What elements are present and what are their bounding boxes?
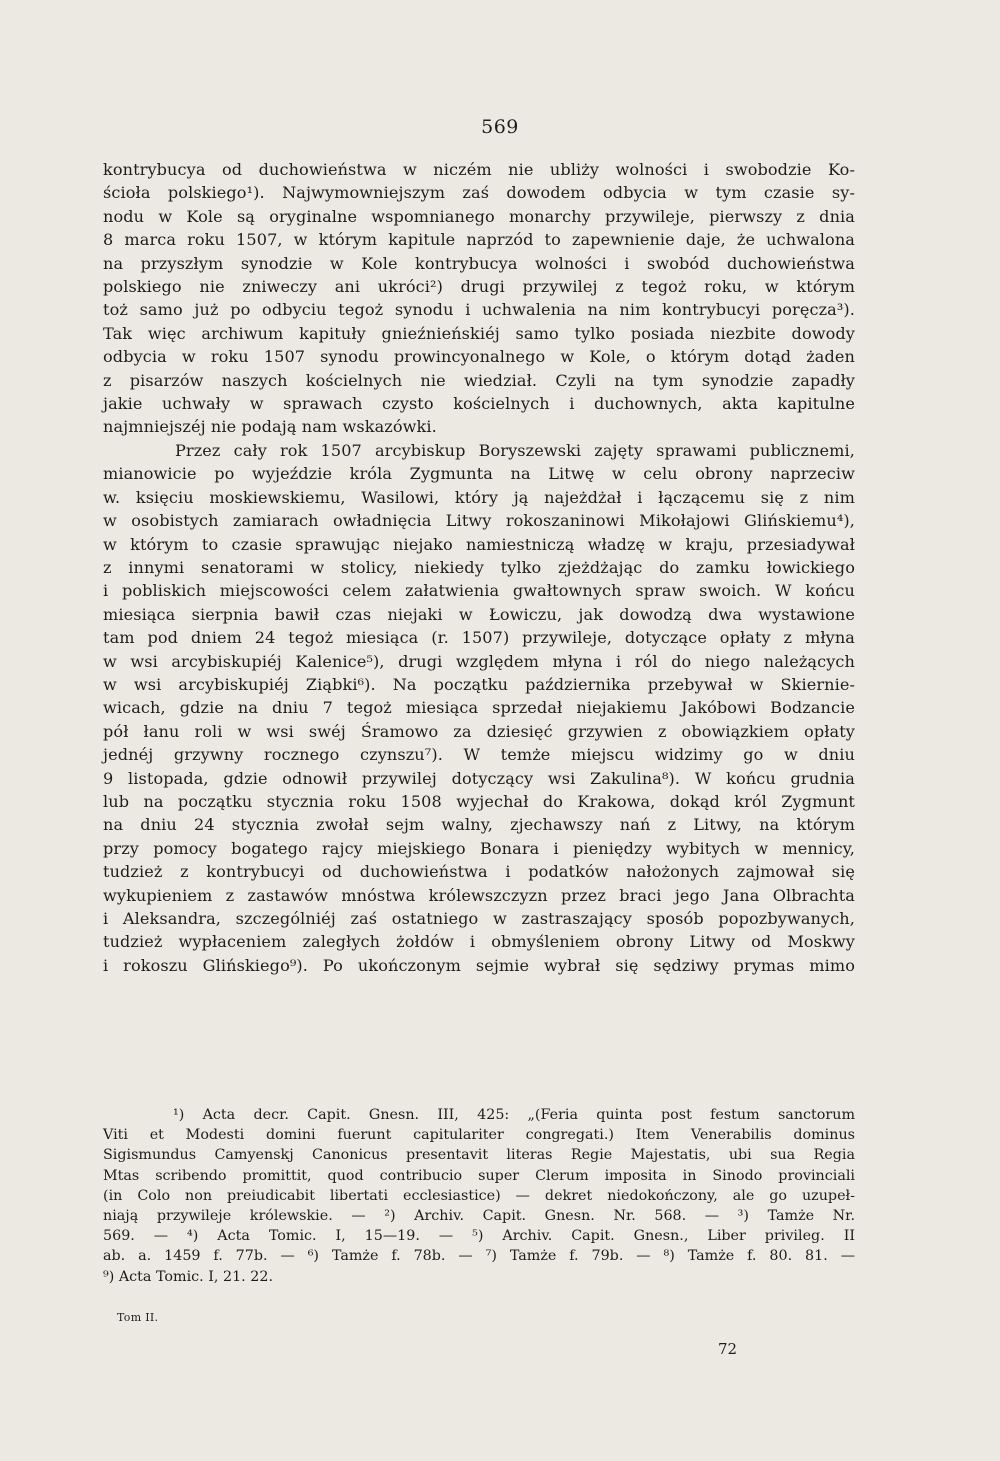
sheet-number: 72	[718, 1340, 738, 1358]
text-line: odbycia w roku 1507 synodu prowincyonalnego w Kole, o którym dotąd żaden	[103, 347, 855, 367]
text-line: w którym to czasie sprawując niejako namiestniczą władzę w kraju, przesiadywał	[103, 534, 855, 554]
text-line: 9 listopada, gdzie odnowił przywilej dotyczący wsi Zakulina⁸). W końcu grudnia	[103, 768, 855, 788]
text-line: na przyszłym synodzie w Kole kontrybucya wolności i swobód duchowieństwa	[103, 253, 855, 273]
text-line: miesiąca sierpnia bawił czas niejaki w Łowiczu, jak dowodzą dwa wystawione	[103, 604, 855, 624]
footnote-line: Sigismundus Camyenskj Canonicus presentavit literas Regie Majestatis, ubi sua Regia	[103, 1147, 855, 1164]
text-line: z pisarzów naszych kościelnych nie wiedział. Czyli na tym synodzie zapadły	[103, 370, 855, 390]
text-line: jednéj grzywny rocznego czynszu⁷). W temże miejscu widzimy go w dniu	[103, 745, 855, 765]
footnote-line: 569. — ⁴) Acta Tomic. I, 15—19. — ⁵) Archiv. Capit. Gnesn., Liber privileg. II	[103, 1228, 855, 1245]
footnote-line: (in Colo non preiudicabit libertati ecclesiastice) — dekret niedokończony, ale go uzupeł-	[103, 1187, 855, 1204]
text-line: jakie uchwały w sprawach czysto kościelnych i duchownych, akta kapitulne	[103, 394, 855, 414]
footnotes	[103, 1105, 855, 1287]
text-line: Tak więc archiwum kapituły gnieźnieńskiéj samo tylko posiada niezbite dowody	[103, 323, 855, 343]
text-line: tudzież z kontrybucyi od duchowieństwa i podatków nałożonych zajmował się	[103, 862, 855, 882]
text-line: w wsi arcybiskupiéj Ziąbki⁶). Na początku października przebywał w Skiernie-	[103, 674, 855, 694]
footnote-line: ⁹) Acta Tomic. I, 21. 22.	[103, 1268, 274, 1285]
text-line: w wsi arcybiskupiéj Kalenice⁵), drugi względem młyna i ról do niego należących	[103, 651, 855, 671]
text-line: wicach, gdzie na dniu 7 tegoż miesiąca sprzedał niejakiemu Jakóbowi Bodzancie	[103, 698, 855, 718]
text-line: i Aleksandra, szczególniéj zaś ostatniego w zastraszający sposób popozbywanych,	[103, 909, 855, 928]
text-line: ścioła polskiego¹). Najwymowniejszym zaś dowodem odbycia w tym czasie sy-	[103, 183, 855, 203]
text-line: nodu w Kole są oryginalne wspomnianego monarchy przywileje, pierwszy z dnia	[103, 206, 855, 226]
text-line: na dniu 24 stycznia zwołał sejm walny, zjechawszy nań z Litwy, na którym	[103, 815, 855, 835]
text-line: 8 marca roku 1507, w którym kapitule naprzód to zapewnienie daje, że uchwalona	[103, 230, 855, 250]
text-line: mianowicie po wyjeździe króla Zygmunta na Litwę w celu obrony naprzeciw	[103, 464, 855, 484]
text-line: tam pod dniem 24 tegoż miesiąca (r. 1507) przywileje, dotyczące opłaty z młyna	[103, 628, 855, 648]
page-number: 569	[481, 116, 519, 138]
text-line: w. księciu moskiewskiemu, Wasilowi, który ją najeżdżał i łączącemu się z nim	[103, 487, 855, 507]
footnote-line: Viti et Modesti domini fuerunt capitulariter congregati.) Item Venerabilis dominus	[103, 1127, 855, 1144]
signature-mark: Tom II.	[117, 1311, 159, 1324]
text-line: lub na początku stycznia roku 1508 wyjechał do Krakowa, dokąd król Zygmunt	[103, 791, 855, 811]
main-text	[103, 158, 855, 977]
text-line: polskiego nie zniweczy ani ukróci²) drugi przywilej z tegoż roku, w którym	[103, 277, 855, 297]
text-line: najmniejszéj nie podają nam wskazówki.	[103, 417, 437, 437]
footnote-line: Mtas scribendo promittit, quod contribucio super Clerum imposita in Sinodo provinciali	[103, 1167, 855, 1184]
text-line: z innymi senatorami w stolicy, niekiedy tylko zjeżdżając do zamku łowickiego	[103, 557, 855, 577]
footnote-line: ab. a. 1459 f. 77b. — ⁶) Tamże f. 78b. — ⁷) Tamże f. 79b. — ⁸) Tamże f. 80. 81. —	[103, 1248, 855, 1265]
footnote-line: ¹) Acta decr. Capit. Gnesn. III, 425: „(Feria quinta post festum sanctorum	[173, 1107, 855, 1123]
text-line: wykupieniem z zastawów mnóstwa królewszczyzn przez braci jego Jana Olbrachta	[103, 885, 855, 905]
text-line: Przez cały rok 1507 arcybiskup Boryszewski zajęty sprawami publicznemi,	[175, 440, 855, 460]
text-line: kontrybucya od duchowieństwa w niczém nie ubliży wolności i swobodzie Ko-	[103, 160, 855, 179]
footnote-line: niają przywileje królewskie. — ²) Archiv. Capit. Gnesn. Nr. 568. — ³) Tamże Nr.	[103, 1208, 855, 1225]
text-line: tudzież wypłaceniem zaległych żołdów i obmyśleniem obrony Litwy od Moskwy	[103, 932, 855, 952]
text-line: przy pomocy bogatego rajcy miejskiego Bonara i pieniędzy wybitych w mennicy,	[103, 838, 855, 858]
text-line: w osobistych zamiarach owładnięcia Litwy rokoszaninowi Mikołajowi Glińskiemu⁴),	[103, 511, 855, 531]
text-line: i rokoszu Glińskiego⁹). Po ukończonym sejmie wybrał się sędziwy prymas mimo	[103, 955, 855, 975]
text-line: toż samo już po odbyciu tegoż synodu i uchwalenia na nim kontrybucyi poręcza³).	[103, 300, 855, 320]
text-line: i pobliskich miejscowości celem załatwienia gwałtownych spraw swoich. W końcu	[103, 581, 855, 601]
text-line: pół łanu roli w wsi swéj Śramowo za dziesięć grzywien z obowiązkiem opłaty	[103, 721, 855, 741]
